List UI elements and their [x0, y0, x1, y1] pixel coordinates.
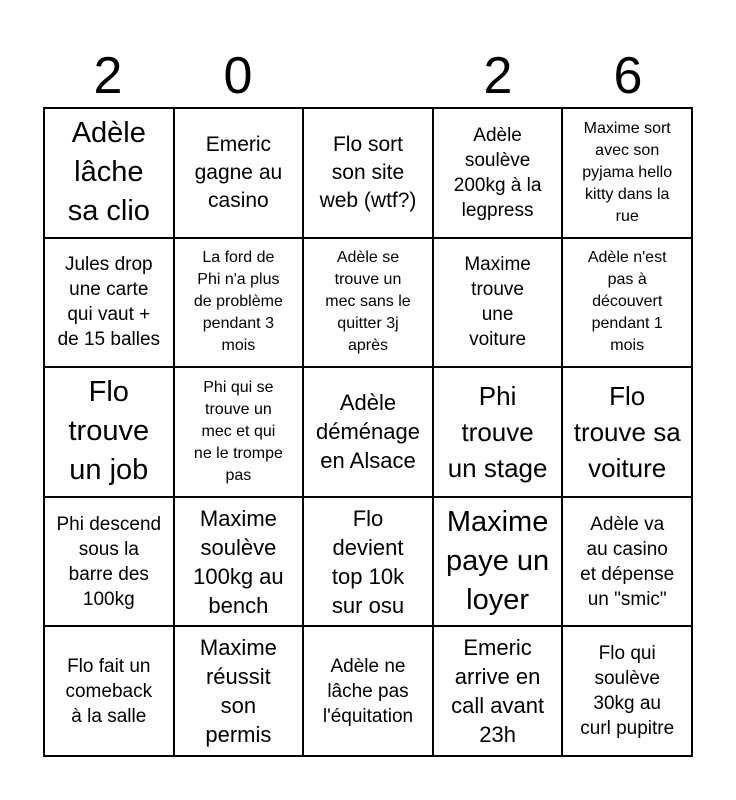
bingo-cell-r4-c4[interactable] — [433, 497, 563, 627]
bingo-cell-text: Maxime trouve une voiture — [464, 254, 531, 351]
bingo-cell-text: Phi descend sous la barre des 100kg — [56, 513, 162, 610]
bingo-cell-r4-c1[interactable] — [44, 497, 174, 627]
bingo-cell-text: Flo devient top 10k sur osu — [331, 505, 405, 618]
header-letter-4: 2 — [483, 47, 513, 105]
bingo-cell-text: Flo trouve un job — [68, 376, 150, 487]
bingo-cell-text: Flo qui soulève 30kg au curl pupitre — [580, 643, 675, 740]
bingo-cell-r3-c2[interactable] — [174, 367, 304, 497]
bingo-cell-text: Adèle soulève 200kg à la legpress — [453, 124, 542, 221]
bingo-cell-r2-c4[interactable] — [433, 238, 563, 368]
bingo-cell-text: Flo sort son site web (wtf?) — [319, 132, 417, 212]
header-letter-1: 2 — [93, 47, 123, 105]
bingo-cell-r3-c1[interactable] — [44, 367, 174, 497]
bingo-cell-text: Phi trouve un stage — [447, 380, 548, 483]
bingo-cell-r1-c4[interactable] — [433, 108, 563, 238]
bingo-cell-text: Maxime soulève 100kg au bench — [193, 505, 284, 618]
bingo-cell-r2-c1[interactable] — [44, 238, 174, 368]
bingo-cell-text: Flo fait un comeback à la salle — [65, 655, 153, 727]
bingo-cell-r3-c5[interactable] — [562, 367, 692, 497]
bingo-cell-text: Flo trouve sa voiture — [573, 380, 681, 483]
bingo-cell-r5-c1[interactable] — [44, 626, 174, 756]
bingo-cell-r1-c2[interactable] — [174, 108, 304, 238]
bingo-cell-text: Jules drop une carte qui vaut + de 15 balles — [57, 254, 161, 351]
bingo-cell-r4-c5[interactable] — [562, 497, 692, 627]
bingo-cell-text: Maxime réussit son permis — [199, 635, 277, 748]
bingo-cell-r2-c5[interactable] — [562, 238, 692, 368]
bingo-header — [43, 44, 693, 108]
bingo-cell-text: Phi qui se trouve un mec et qui ne le trompe pas — [193, 378, 283, 484]
bingo-cell-r4-c3[interactable] — [303, 497, 433, 627]
bingo-cell-text: Adèle ne lâche pas l'équitation — [322, 655, 414, 727]
bingo-cell-r2-c3[interactable] — [303, 238, 433, 368]
bingo-cell-text: La ford de Phi n'a plus de problème pendant 3 mois — [193, 249, 283, 355]
bingo-cell-text: Emeric arrive en call avant 23h — [451, 635, 545, 748]
bingo-cell-text: Adèle lâche sa clio — [67, 117, 150, 228]
bingo-cell-r3-c3[interactable] — [303, 367, 433, 497]
bingo-cell-text: Adèle se trouve un mec sans le quitter 3j après — [325, 249, 411, 355]
bingo-cell-text: Maxime paye un loyer — [445, 506, 550, 617]
bingo-cell-r5-c2[interactable] — [174, 626, 304, 756]
bingo-cell-text: Emeric gagne au casino — [194, 132, 283, 212]
bingo-cell-r5-c4[interactable] — [433, 626, 563, 756]
bingo-cell-r5-c5[interactable] — [562, 626, 692, 756]
bingo-cell-text: Adèle déménage en Alsace — [316, 390, 420, 474]
bingo-cell-r1-c5[interactable] — [562, 108, 692, 238]
bingo-cell-text: Adèle va au casino et dépense un "smic" — [580, 513, 675, 610]
header-letter-2: 0 — [223, 47, 253, 105]
bingo-cell-r1-c1[interactable] — [44, 108, 174, 238]
bingo-cell-r5-c3[interactable] — [303, 626, 433, 756]
bingo-cell-r4-c2[interactable] — [174, 497, 304, 627]
header-letter-3 — [303, 44, 433, 108]
bingo-cell-text: Maxime sort avec son pyjama hello kitty dans la rue — [582, 119, 673, 225]
header-letter-5: 6 — [613, 47, 643, 105]
bingo-cell-text: Adèle n'est pas à découvert pendant 1 mois — [587, 249, 667, 355]
bingo-cell-r1-c3[interactable] — [303, 108, 433, 238]
bingo-cell-r3-c4[interactable] — [433, 367, 563, 497]
bingo-grid — [43, 107, 693, 757]
bingo-cell-r2-c2[interactable] — [174, 238, 304, 368]
